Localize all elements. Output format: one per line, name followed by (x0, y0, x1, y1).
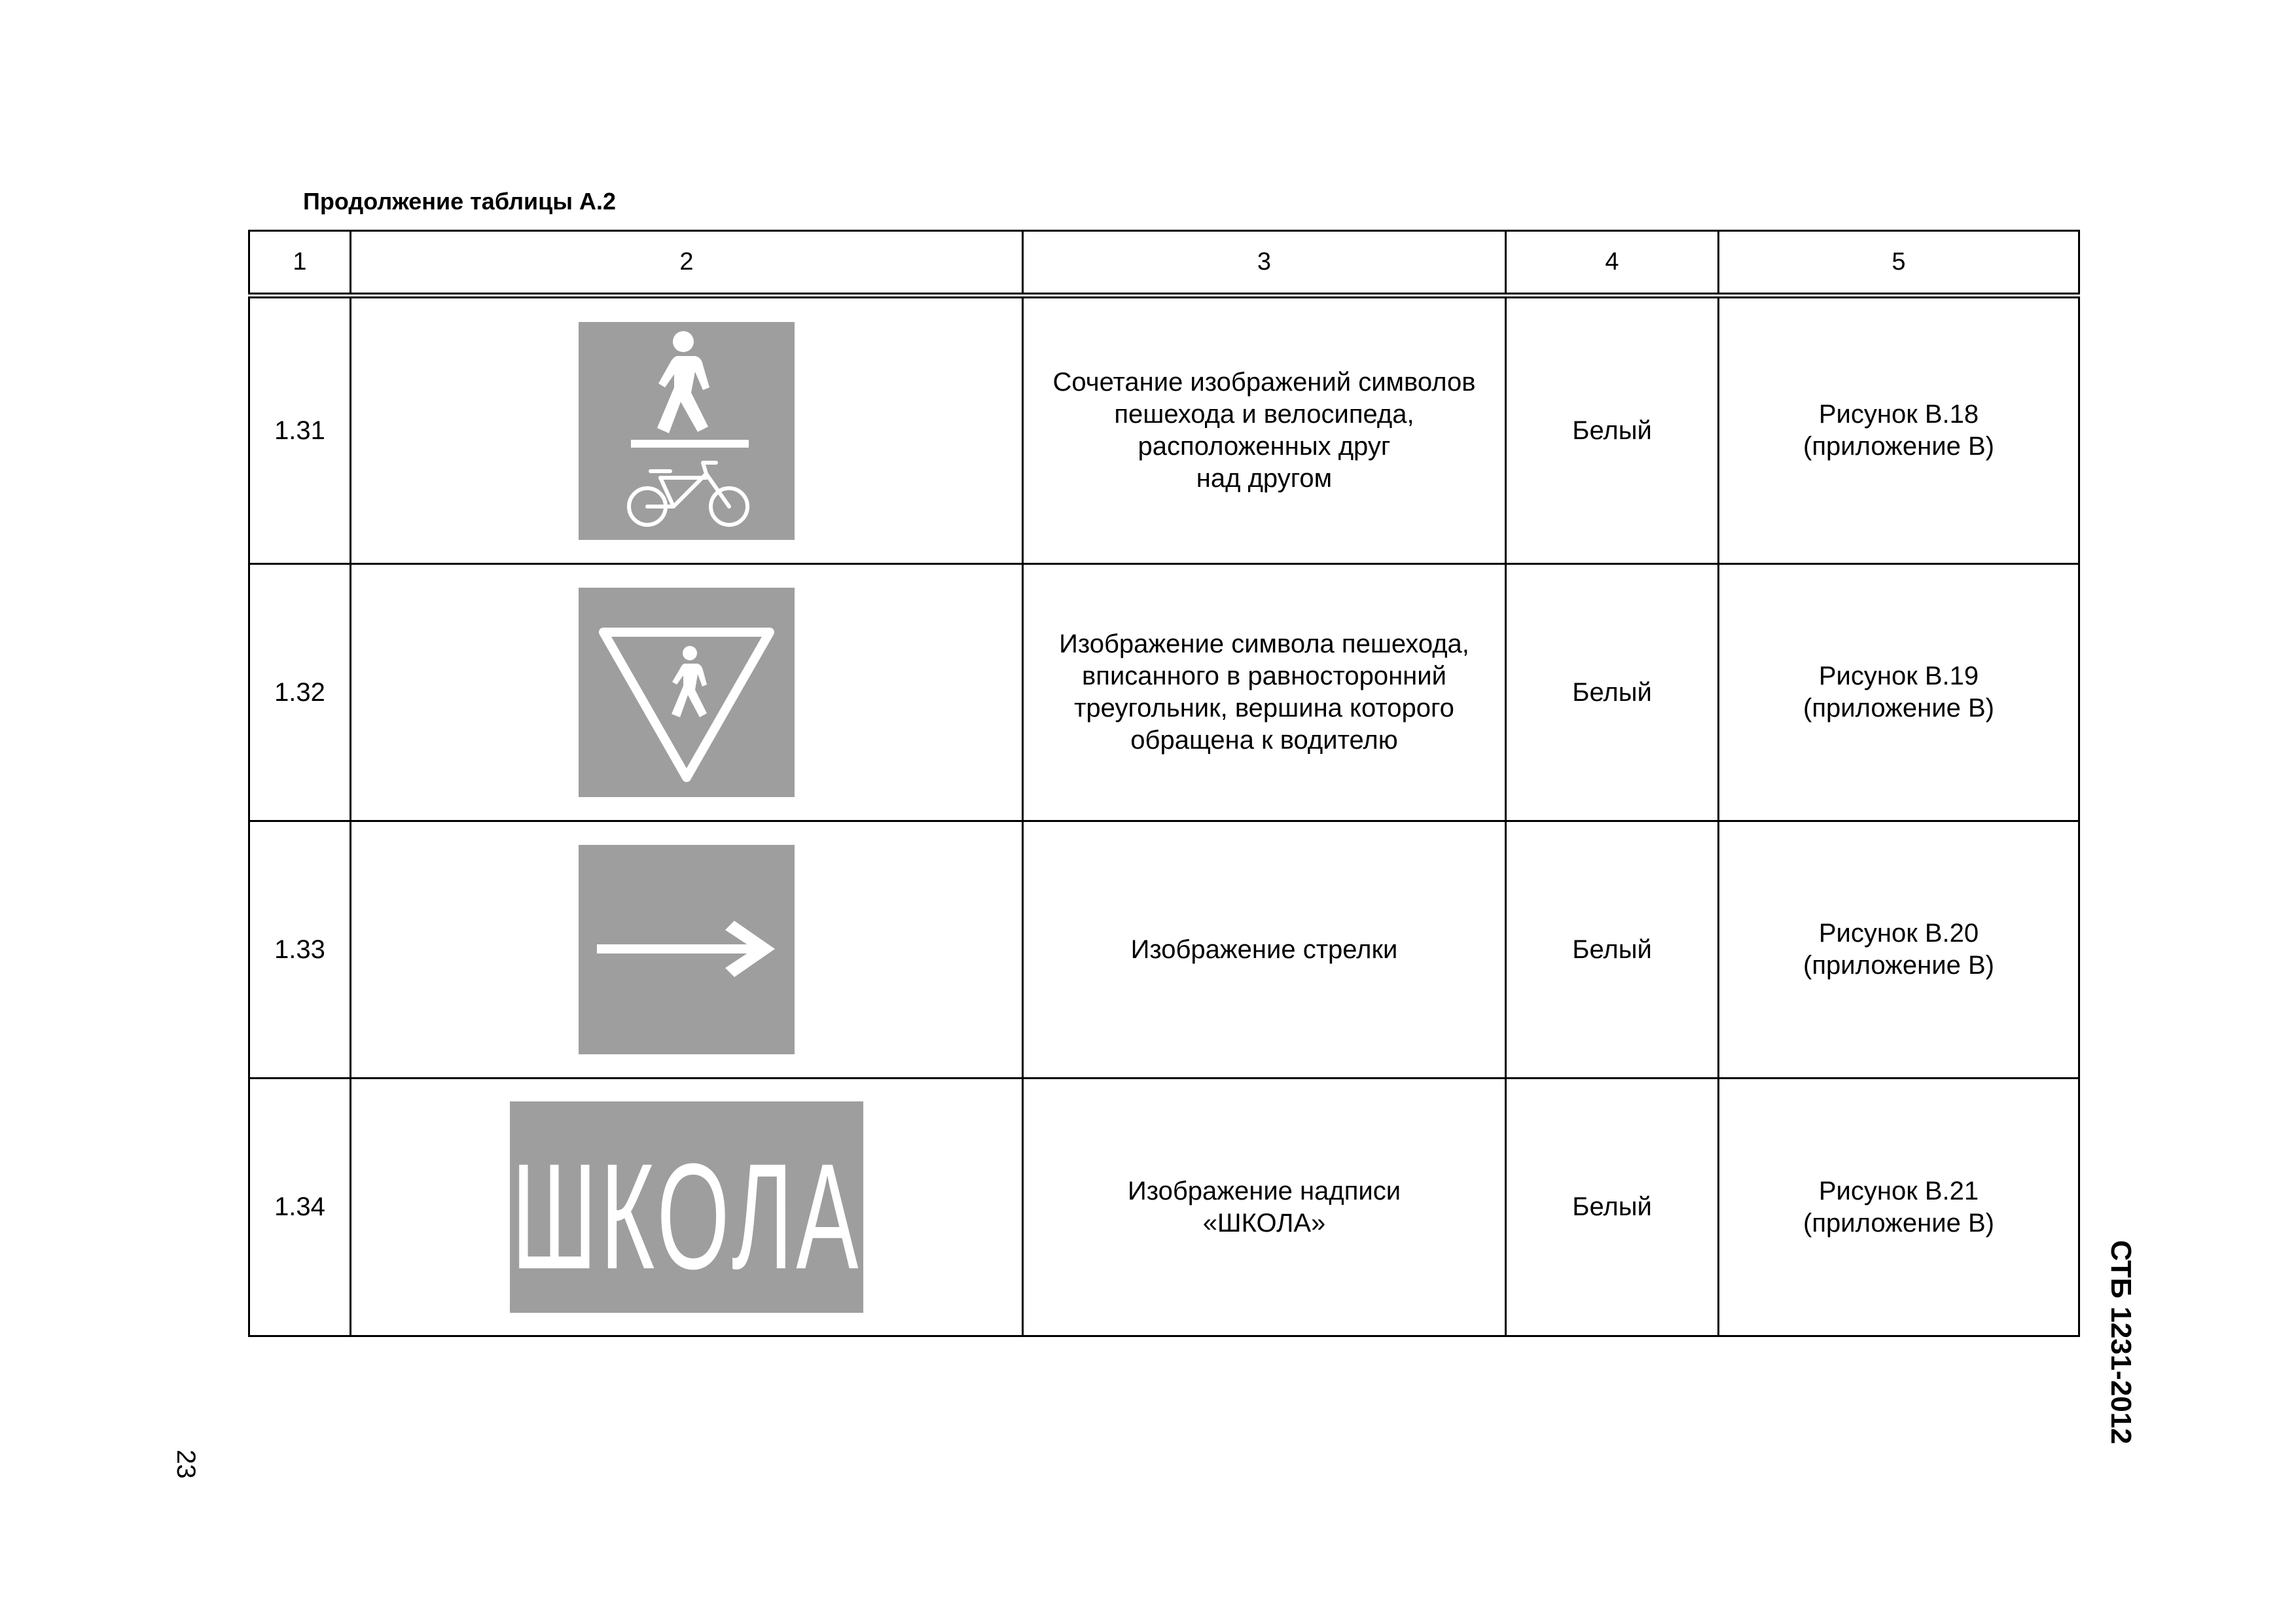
figure-cell (1719, 1079, 2079, 1336)
figure-ref: Рисунок В.19 (1818, 662, 1979, 690)
description-line: Изображение стрелки (1130, 935, 1398, 964)
header-cell: 2 (351, 231, 1023, 296)
table-row (249, 821, 2079, 1079)
color-cell: Белый (1506, 564, 1719, 821)
markings-table (248, 230, 2080, 1337)
school-inscription-text: ШКОЛА (511, 1132, 862, 1301)
description-line: расположенных друг (1138, 432, 1391, 461)
appendix-ref: (приложение В) (1803, 1208, 1994, 1238)
description-line: треугольник, вершина которого (1074, 694, 1454, 722)
row-number: 1.31 (249, 296, 351, 564)
page-number: 23 (171, 1450, 200, 1479)
description-line: обращена к водителю (1130, 726, 1398, 755)
description-line: пешехода и велосипеда, (1114, 400, 1414, 429)
description-cell (1023, 821, 1506, 1079)
row-number: 1.34 (249, 1079, 351, 1336)
figure-ref: Рисунок В.18 (1818, 400, 1979, 429)
color-cell: Белый (1506, 1079, 1719, 1336)
figure-cell (1719, 564, 2079, 821)
figure-ref: Рисунок В.21 (1818, 1176, 1979, 1205)
figure-ref: Рисунок В.20 (1818, 919, 1979, 948)
table-row (249, 564, 2079, 821)
arrow-right-icon (579, 845, 795, 1054)
description-cell (1023, 1079, 1506, 1336)
description-line: вписанного в равносторонний (1082, 662, 1446, 690)
description-line: Сочетание изображений символов (1052, 368, 1476, 397)
row-number: 1.33 (249, 821, 351, 1079)
header-cell: 5 (1719, 231, 2079, 296)
table-header-row (249, 231, 2079, 296)
sign-cell (351, 821, 1023, 1079)
header-cell: 4 (1506, 231, 1719, 296)
table-caption: Продолжение таблицы А.2 (303, 188, 617, 215)
pedestrian-in-triangle-icon (579, 588, 795, 797)
row-number: 1.32 (249, 564, 351, 821)
appendix-ref: (приложение В) (1803, 432, 1994, 461)
color-cell: Белый (1506, 821, 1719, 1079)
appendix-ref: (приложение В) (1803, 694, 1994, 722)
sign-cell (351, 1079, 1023, 1336)
figure-cell (1719, 296, 2079, 564)
sign-cell (351, 296, 1023, 564)
description-cell (1023, 564, 1506, 821)
description-line: Изображение надписи (1127, 1176, 1401, 1205)
sign-cell (351, 564, 1023, 821)
description-line: над другом (1196, 464, 1333, 493)
header-cell: 1 (249, 231, 351, 296)
header-cell: 3 (1023, 231, 1506, 296)
table-row (249, 1079, 2079, 1336)
color-cell: Белый (1506, 296, 1719, 564)
document-code: СТБ 1231-2012 (2105, 1240, 2137, 1444)
figure-cell (1719, 821, 2079, 1079)
description-cell (1023, 296, 1506, 564)
description-line: Изображение символа пешехода, (1059, 630, 1469, 658)
appendix-ref: (приложение В) (1803, 951, 1994, 980)
school-inscription-icon (510, 1101, 863, 1313)
description-line: «ШКОЛА» (1202, 1208, 1326, 1238)
pedestrian-over-bicycle-icon (579, 322, 795, 540)
table-row (249, 296, 2079, 564)
